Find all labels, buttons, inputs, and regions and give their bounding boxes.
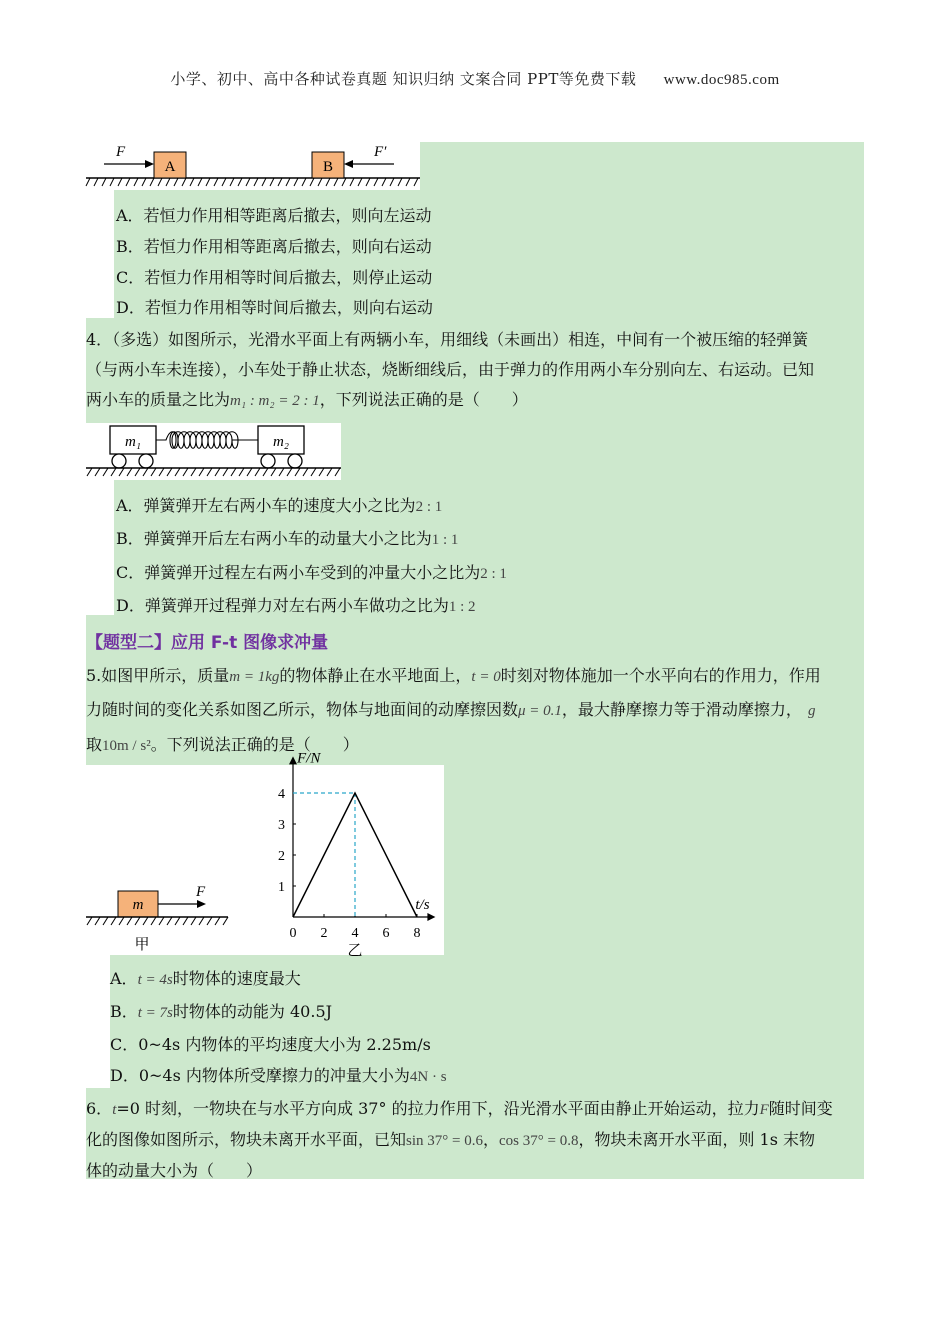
- q5-line-2-post: ，最大静摩擦力等于滑动摩擦力，: [561, 700, 802, 719]
- q5-option-a-text: 时物体的速度最大: [172, 969, 301, 988]
- x-tick-label: 4: [351, 926, 359, 941]
- x-axis-label: t/s: [415, 897, 430, 913]
- q6-line-1: 6．t=0 时刻，一物块在与水平方向成 37° 的拉力作用下，沿光滑水平面由静止开始运动，拉力F随时间变: [86, 1099, 833, 1118]
- section-heading: 【题型二】应用 F-t 图像求冲量: [86, 633, 329, 653]
- y-tick-label: 4: [278, 787, 285, 802]
- q4-line-1: 4．（多选）如图所示，光滑水平面上有两辆小车，用细线（未画出）相连，中间有一个被压缩的轻弹簧: [86, 330, 809, 349]
- block-a-label: A: [164, 159, 176, 175]
- block-m-label: m: [132, 897, 144, 913]
- q4-line-3-pre: 两小车的质量之比为: [86, 390, 231, 409]
- q5-option-c-text: 0~4s 内物体的平均速度大小为 2.25m/s: [138, 1035, 431, 1054]
- x-axis-arrow-icon: [427, 913, 435, 921]
- q6-cos: cos 37° = 0.8: [499, 1133, 579, 1149]
- q5-line-1-pre: 5.如图甲所示，质量: [86, 666, 230, 685]
- q5-gravity: 10m / s²: [102, 738, 151, 754]
- q5-line-1: [86, 666, 821, 687]
- q4-option-c: [116, 563, 507, 584]
- figure-carts-spring: [86, 423, 341, 480]
- cart-m1-label: m₁: [124, 434, 142, 450]
- x-tick-label: 0: [289, 926, 297, 941]
- q4-line-3-post: ，下列说法正确的是（ ）: [319, 390, 528, 409]
- margin-gap: [86, 955, 110, 1088]
- q5-line-2: [86, 700, 815, 721]
- x-tick-label: 2: [320, 926, 328, 941]
- q5-option-b-label: B．: [110, 1002, 138, 1021]
- q4-option-d-text: D．弹簧弹开过程弹力对左右两小车做功之比为: [116, 596, 449, 615]
- q4-option-d-math: 1 : 2: [448, 599, 476, 615]
- q5-option-d-label: D．: [110, 1066, 139, 1085]
- q6-line-1-post: =0 时刻，一物块在与水平方向成 37° 的拉力作用下，沿光滑水平面由静止开始运动，拉力: [116, 1099, 760, 1118]
- caption-jia: 甲: [134, 937, 150, 953]
- q4-option-a-math: 2 : 1: [415, 499, 443, 515]
- q5-option-d-text: 0~4s 内物体所受摩擦力的冲量大小为: [138, 1066, 410, 1085]
- q6-line-1-end: 随时间变: [768, 1099, 833, 1118]
- header-text: 小学、初中、高中各种试卷真题 知识归纳 文案合同 PPT等免费下载: [170, 70, 637, 88]
- force-f-label: F: [196, 884, 206, 900]
- q5-option-a-label: A．: [110, 969, 138, 988]
- cart-m2-label: m₂: [272, 434, 290, 450]
- q4-option-c-math: 2 : 1: [480, 566, 507, 582]
- q3-option-a: A．若恒力作用相等距离后撤去，则向左运动: [116, 206, 432, 225]
- q5-mass: m = 1kg: [229, 669, 280, 685]
- arrowhead-icon: [344, 160, 353, 168]
- q5-option-a: [110, 969, 301, 990]
- q5-option-b-math: t = 7s: [137, 1005, 173, 1021]
- force-fp-label: F′: [374, 144, 387, 160]
- q5-line-1-mid: 的物体静止在水平地面上，: [279, 666, 472, 685]
- q5-option-a-math: t = 4s: [137, 972, 173, 988]
- q5-option-c: [110, 1035, 431, 1055]
- q4-line-3: [86, 390, 528, 411]
- q5-option-d-math: 4N · s: [409, 1069, 447, 1085]
- q4-mass-ratio: m₁ : m₂ = 2 : 1: [230, 393, 320, 409]
- wheel-icon: [112, 454, 126, 468]
- x-tick-label: 8: [413, 926, 421, 941]
- q5-option-b-text: 时物体的动能为 40.5J: [172, 1002, 333, 1021]
- q4-option-d: [116, 596, 476, 617]
- q4-line-2: （与两小车未连接），小车处于静止状态，烧断细线后，由于弹力的作用两小车分别向左、右运动。已知: [86, 360, 815, 379]
- header-site: www.doc985.com: [663, 72, 780, 88]
- q5-line-2-pre: 力随时间的变化关系如图乙所示，物体与地面间的动摩擦因数: [86, 700, 519, 719]
- y-axis-label: F/N: [297, 750, 321, 767]
- q4-option-b: [116, 529, 458, 550]
- q5-option-d: [110, 1066, 447, 1087]
- figure-q5: [86, 750, 444, 959]
- q6-t: t: [112, 1102, 117, 1118]
- y-tick-label: 1: [278, 880, 285, 895]
- q5-option-b: [110, 1002, 332, 1023]
- wheel-icon: [261, 454, 275, 468]
- q4-option-a: [116, 496, 442, 517]
- wheel-icon: [288, 454, 302, 468]
- q5-option-c-label: C．: [110, 1035, 139, 1054]
- q4-option-b-text: B．弹簧弹开后左右两小车的动量大小之比为: [116, 529, 432, 548]
- q5-line-3-pre: 取: [86, 735, 103, 754]
- margin-gap: [86, 480, 114, 615]
- arrowhead-icon: [145, 160, 154, 168]
- q6-sep: ，: [482, 1130, 499, 1149]
- y-tick-label: 3: [278, 818, 285, 833]
- q5-line-3-post: 。下列说法正确的是（ ）: [150, 735, 359, 754]
- ft-chart: [278, 750, 435, 959]
- q3-option-c: C．若恒力作用相等时间后撤去，则停止运动: [116, 268, 433, 287]
- q4-option-b-math: 1 : 1: [431, 532, 459, 548]
- page-header: [0, 68, 950, 89]
- q3-option-d: D．若恒力作用相等时间后撤去，则向右运动: [116, 298, 433, 317]
- margin-gap: [86, 190, 114, 318]
- force-f-label: F: [116, 144, 126, 160]
- q5-g: g: [807, 703, 816, 719]
- q6-line-2: [86, 1130, 815, 1151]
- q6-line-2-post: ，物块未离开水平面，则 1s 末物: [578, 1130, 816, 1149]
- q6-line-3: 体的动量大小为（ ）: [86, 1161, 263, 1180]
- q4-option-c-text: C．弹簧弹开过程左右两小车受到的冲量大小之比为: [116, 563, 481, 582]
- q6-line-2-pre: 化的图像如图所示，物块未离开水平面，已知: [86, 1130, 407, 1149]
- q3-option-b: B．若恒力作用相等距离后撤去，则向右运动: [116, 237, 432, 256]
- q5-t0: t = 0: [471, 669, 501, 685]
- wheel-icon: [139, 454, 153, 468]
- arrowhead-icon: [197, 900, 206, 908]
- y-tick-label: 2: [278, 849, 285, 864]
- figure-blocks-ab: [86, 142, 420, 190]
- spring-icon: [156, 432, 258, 449]
- q4-option-a-text: A．弹簧弹开左右两小车的速度大小之比为: [116, 496, 416, 515]
- caption-yi: 乙: [347, 943, 363, 959]
- q5-line-1-post: 时刻对物体施加一个水平向右的作用力，作用: [500, 666, 821, 685]
- block-b-label: B: [322, 159, 334, 175]
- q5-mu: μ = 0.1: [518, 703, 562, 719]
- q6-sin: sin 37° = 0.6: [406, 1133, 483, 1149]
- x-tick-label: 6: [382, 926, 390, 941]
- q6-f: F: [759, 1102, 769, 1118]
